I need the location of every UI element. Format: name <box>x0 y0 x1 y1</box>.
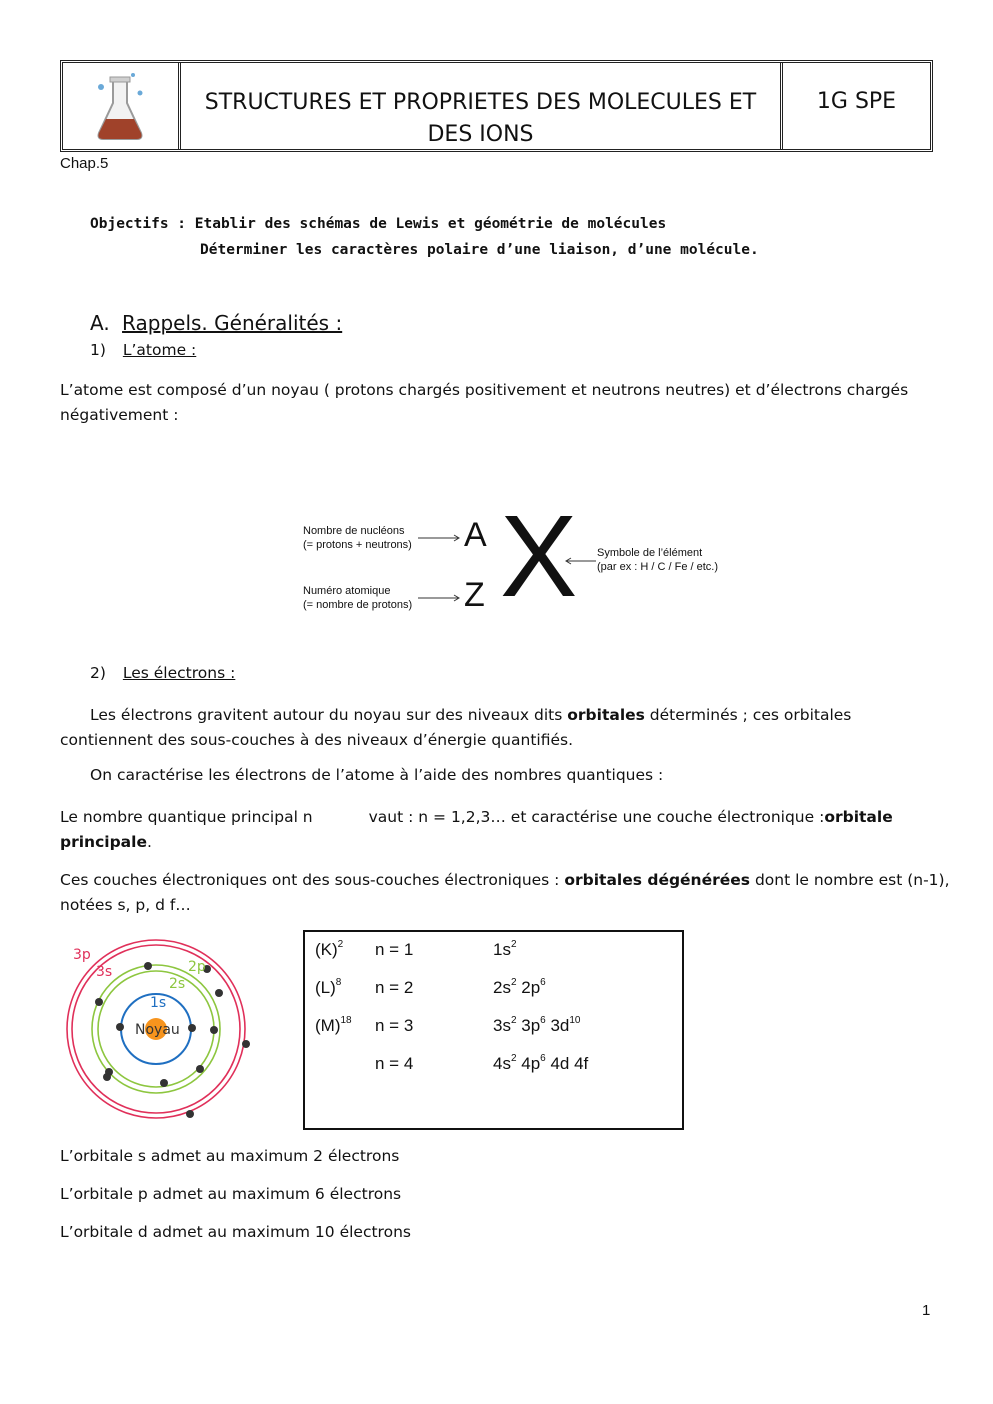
label-2p: 2p <box>188 959 206 975</box>
header-table <box>60 60 933 152</box>
max-p: L’orbitale p admet au maximum 6 électrons <box>60 1185 402 1203</box>
shell-name: $(M)^{18}$ <box>315 1015 352 1035</box>
label-1s: 1s <box>150 995 167 1011</box>
shell-config: $3s^2$ $3p^6$ $3d^{10}$ <box>493 1015 581 1035</box>
mass-number-A: A <box>464 516 487 554</box>
shell-row <box>305 940 682 962</box>
level-label: 1G SPE <box>816 89 897 114</box>
atom-paragraph <box>60 378 908 428</box>
objectives-line-1 <box>90 216 666 232</box>
nucleons-label-1: Nombre de nucléons <box>303 525 405 537</box>
shell-n: n = 1 <box>375 940 414 959</box>
atomic-number-label <box>303 584 412 612</box>
sub-1-num: 1) <box>90 341 106 359</box>
notation-arrows-left <box>418 530 464 610</box>
sub-1-heading <box>90 341 196 359</box>
flask-icon <box>63 63 175 149</box>
max-d: L’orbitale d admet au maximum 10 électrons <box>60 1223 411 1241</box>
shell-config: $4s^2$ $4p^6$ 4d 4f <box>493 1053 589 1073</box>
orbital-diagram <box>60 936 260 1128</box>
shells-table <box>303 930 684 1130</box>
p4-line-2: notées s, p, d f… <box>60 896 191 914</box>
atom-line-2: négativement : <box>60 406 179 424</box>
atomic-label-2: (= nombre de protons) <box>303 599 413 611</box>
electrons-paragraph-2: On caractérise les électrons de l’atome à l’aide des nombres quantiques : <box>90 766 664 784</box>
p3-period: . <box>146 833 152 851</box>
shell-config: $2s^2$ $2p^6$ <box>493 977 546 997</box>
p1-line-2: contiennent des sous-couches à des niveaux d’énergie quantifiés. <box>60 731 574 749</box>
shell-row <box>305 1054 682 1076</box>
sub-2-title: Les électrons : <box>122 664 236 682</box>
p4-bold: orbitales dégénérées <box>564 871 751 889</box>
sub-2-num: 2) <box>90 664 106 682</box>
max-s: L’orbitale s admet au maximum 2 électrons <box>60 1147 400 1165</box>
shell-row <box>305 1016 682 1038</box>
atomic-number-Z: Z <box>464 576 485 614</box>
p1-bold: orbitales <box>567 706 645 724</box>
nucleons-label-2: (= protons + neutrons) <box>303 539 412 551</box>
electrons-paragraph-4 <box>60 868 950 918</box>
shell-n: n = 4 <box>375 1054 414 1073</box>
atomic-label-1: Numéro atomique <box>303 585 391 597</box>
shell-config: $1s^2$ <box>493 939 517 959</box>
atom-line-1: L’atome est composé d’un noyau ( protons chargés positivement et neutrons neutres) et d’électrons chargés <box>60 381 909 399</box>
electrons-paragraph-1 <box>60 703 940 753</box>
nucleons-label <box>303 524 412 552</box>
element-symbol-X: X <box>500 491 578 621</box>
sub-2-heading <box>90 664 235 682</box>
chapter-label: Chap.5 <box>60 155 109 172</box>
logo-cell <box>63 63 181 149</box>
shell-n: n = 2 <box>375 978 414 997</box>
p3-bold-principale: principale <box>60 833 147 851</box>
sub-1-title: L’atome : <box>122 341 197 359</box>
shell-n: n = 3 <box>375 1016 414 1035</box>
label-3s: 3s <box>96 964 113 980</box>
p3-text-b: vaut : n = 1,2,3… et caractérise une couche électronique : <box>368 808 825 826</box>
p4-text-c: dont le nombre est (n-1), <box>750 871 950 889</box>
symbol-label-1: Symbole de l’élément <box>597 547 703 559</box>
objectives-text-2: Déterminer les caractères polaire d’une liaison, d’une molécule. <box>200 242 759 258</box>
section-a-heading <box>90 311 342 335</box>
objectives-label: Objectifs : <box>90 216 187 232</box>
element-symbol-label <box>597 546 718 574</box>
page-number: 1 <box>922 1302 931 1319</box>
symbol-label-2: (par ex : H / C / Fe / etc.) <box>597 561 719 573</box>
shell-name: $(L)^8$ <box>315 977 342 997</box>
p3-text-a: Le nombre quantique principal n <box>60 808 313 826</box>
section-a-letter: A. <box>90 311 110 335</box>
objectives-text-1: Etablir des schémas de Lewis et géométrie de molécules <box>194 216 667 232</box>
p3-bold-orbitale: orbitale <box>824 808 893 826</box>
notation-arrow-right <box>564 554 598 568</box>
label-2s: 2s <box>169 976 186 992</box>
label-3p: 3p <box>73 947 91 963</box>
electrons-paragraph-3 <box>60 805 893 855</box>
shell-name: $(K)^2$ <box>315 939 344 959</box>
p1-text-c: déterminés ; ces orbitales <box>644 706 852 724</box>
shell-row <box>305 978 682 1000</box>
p4-text-a: Ces couches électroniques ont des sous-couches électroniques : <box>60 871 565 889</box>
section-a-title: Rappels. Généralités : <box>122 311 343 335</box>
page-title: STRUCTURES ET PROPRIETES DES MOLECULES ET DES IONS <box>181 63 783 149</box>
p1-text-a: Les électrons gravitent autour du noyau sur des niveaux dits <box>90 706 568 724</box>
label-noyau: Noyau <box>135 1022 180 1038</box>
